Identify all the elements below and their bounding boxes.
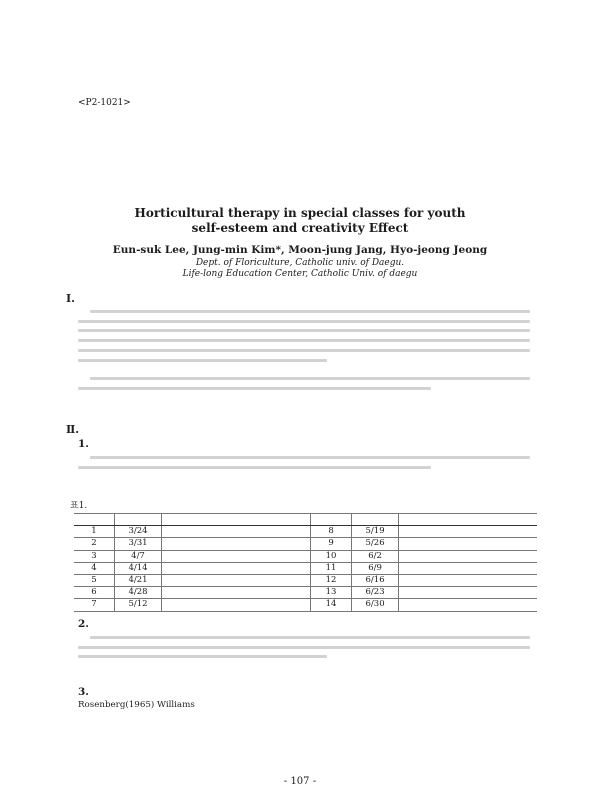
program-name (162, 599, 311, 611)
session-date: 6/2 (352, 550, 399, 562)
section-2-1-heading: 1. (78, 438, 89, 450)
table-header-date (352, 514, 399, 526)
citation-williams: Williams (157, 700, 195, 710)
program-name (162, 587, 311, 599)
citation-rosenberg: Rosenberg(1965) (78, 700, 155, 710)
session-number: 10 (311, 550, 352, 562)
session-date: 3/24 (115, 526, 162, 538)
table-header-date (115, 514, 162, 526)
session-date: 4/21 (115, 574, 162, 586)
table-row (74, 562, 537, 574)
section-2-2-paragraph (78, 629, 530, 665)
session-date: 4/14 (115, 562, 162, 574)
program-name (162, 550, 311, 562)
session-date: 6/9 (352, 562, 399, 574)
session-number: 14 (311, 599, 352, 611)
session-date: 5/26 (352, 538, 399, 550)
english-title-line1: Horticultural therapy in special classes for youth (134, 206, 466, 220)
table-caption: 표1. (70, 501, 88, 511)
section-2-3-heading: 3. (78, 686, 89, 698)
session-number: 2 (74, 538, 115, 550)
session-number: 7 (74, 599, 115, 611)
section-2-2-heading: 2. (78, 618, 89, 630)
program-name (162, 538, 311, 550)
session-date: 6/23 (352, 587, 399, 599)
session-date: 5/12 (115, 599, 162, 611)
session-number: 1 (74, 526, 115, 538)
session-date: 6/30 (352, 599, 399, 611)
program-name (399, 550, 537, 562)
session-number: 9 (311, 538, 352, 550)
table-header-session (74, 514, 115, 526)
english-affiliation (0, 258, 600, 280)
table-row (74, 538, 537, 550)
paper-code: <P2-1021> (78, 98, 131, 108)
english-authors: Eun-suk Lee, Jung-min Kim*, Moon-jung Jang, Hyo-jeong Jeong (112, 244, 488, 256)
session-number: 4 (74, 562, 115, 574)
english-affiliation-line2: Life-long Education Center, Catholic Univ. of daegu (182, 269, 418, 279)
table-row (74, 526, 537, 538)
program-name (399, 526, 537, 538)
session-number: 13 (311, 587, 352, 599)
english-title (0, 206, 600, 236)
table-header-session (311, 514, 352, 526)
session-number: 11 (311, 562, 352, 574)
section-1-paragraph-1 (78, 303, 530, 369)
section-2-1-paragraph (78, 449, 530, 475)
table-header-program (162, 514, 311, 526)
table-row (74, 587, 537, 599)
session-date: 4/7 (115, 550, 162, 562)
session-number: 12 (311, 574, 352, 586)
program-name (399, 562, 537, 574)
program-name (399, 574, 537, 586)
session-number: 5 (74, 574, 115, 586)
program-name (162, 562, 311, 574)
section-2-heading: Ⅱ. (66, 423, 80, 436)
program-name (399, 538, 537, 550)
table-header-row (74, 514, 537, 526)
program-name (399, 599, 537, 611)
english-title-line2: self-esteem and creativity Effect (191, 221, 409, 235)
table-row (74, 599, 537, 611)
table-row (74, 550, 537, 562)
session-number: 3 (74, 550, 115, 562)
section-1-heading: Ⅰ. (66, 292, 75, 305)
page-number: - 107 - (283, 776, 317, 787)
section-1-paragraph-2 (78, 370, 530, 396)
session-date: 6/16 (352, 574, 399, 586)
section-2-3-paragraph (78, 697, 530, 714)
session-number: 8 (311, 526, 352, 538)
session-date: 3/31 (115, 538, 162, 550)
session-number: 6 (74, 587, 115, 599)
program-name (162, 574, 311, 586)
table-header-program (399, 514, 537, 526)
program-table (74, 513, 537, 612)
program-name (399, 587, 537, 599)
session-date: 4/28 (115, 587, 162, 599)
program-name (162, 526, 311, 538)
session-date: 5/19 (352, 526, 399, 538)
table-row (74, 574, 537, 586)
english-affiliation-line1: Dept. of Floriculture, Catholic univ. of Daegu. (195, 258, 405, 268)
